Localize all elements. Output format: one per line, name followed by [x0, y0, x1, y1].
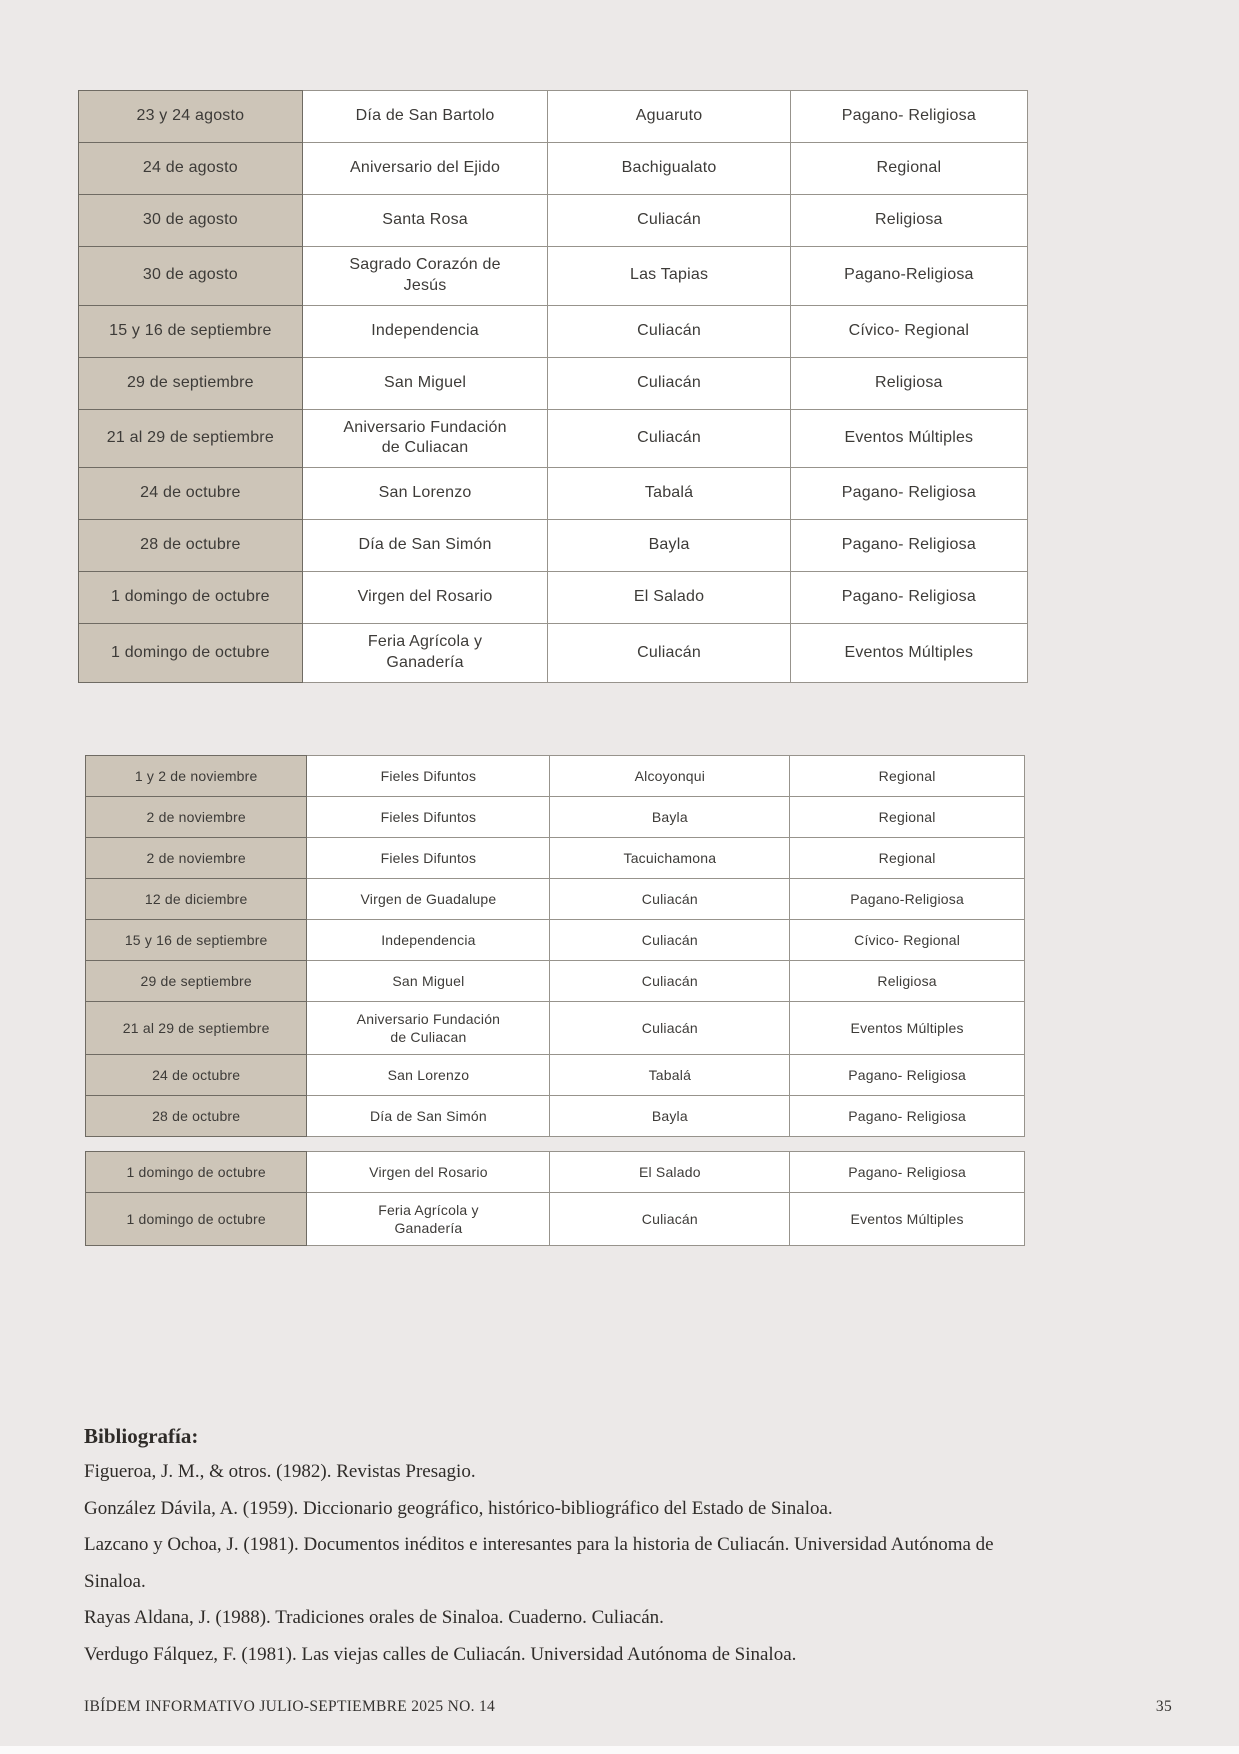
date-cell [79, 520, 303, 572]
type-cell [790, 879, 1025, 920]
table-row [79, 520, 1028, 572]
cell-text: Pagano- Religiosa [848, 1108, 967, 1125]
cell-text: Culiacán [641, 1211, 698, 1228]
date-cell [86, 756, 307, 797]
cell-text: Pagano- Religiosa [841, 536, 976, 554]
date-cell [86, 1002, 307, 1055]
cell-text: Pagano- Religiosa [841, 588, 976, 606]
location-cell [550, 1055, 790, 1096]
bibliography-list [84, 1454, 1036, 1673]
date-cell [86, 1096, 307, 1137]
cell-text: 21 al 29 de septiembre [122, 1020, 270, 1037]
cell-text: Feria Agrícola y Ganadería [367, 633, 483, 671]
date-cell [86, 1055, 307, 1096]
location-cell [548, 143, 790, 195]
cell-text: Independencia [381, 931, 476, 948]
table-row [86, 920, 1025, 961]
type-cell [790, 520, 1027, 572]
location-cell [548, 520, 790, 572]
cell-text: Bachigualato [621, 159, 717, 177]
cell-text: 2 de noviembre [146, 808, 246, 825]
cell-text: 1 domingo de octubre [126, 1163, 266, 1180]
cell-text: 15 y 16 de septiembre [124, 931, 268, 948]
festivity-cell [307, 756, 550, 797]
cell-text: Regional [878, 767, 936, 784]
location-cell [550, 1002, 790, 1055]
cell-text: 24 de octubre [152, 1067, 241, 1084]
table-row [86, 797, 1025, 838]
cell-text: Bayla [651, 1108, 688, 1125]
cell-text: Tabalá [648, 1067, 692, 1084]
table-row [86, 1152, 1025, 1193]
date-cell [79, 409, 303, 468]
festivity-cell [307, 1193, 550, 1246]
table-row [86, 1055, 1025, 1096]
cell-text: Pagano-Religiosa [844, 266, 974, 284]
cell-text: Fieles Difuntos [380, 767, 477, 784]
cell-text: Culiacán [641, 972, 698, 989]
type-cell [790, 305, 1027, 357]
cell-text: Alcoyonqui [634, 767, 706, 784]
cell-text: El Salado [638, 1163, 701, 1180]
date-cell [79, 572, 303, 624]
cell-text: Virgen del Rosario [357, 588, 493, 606]
festivity-cell [307, 879, 550, 920]
festivity-cell [307, 797, 550, 838]
cell-text: San Lorenzo [387, 1067, 470, 1084]
cell-text: El Salado [633, 588, 705, 606]
festivity-cell [302, 357, 548, 409]
cell-text: Pagano- Religiosa [848, 1163, 967, 1180]
location-cell [550, 961, 790, 1002]
type-cell [790, 357, 1027, 409]
cell-text: Culiacán [641, 890, 698, 907]
festivity-cell [302, 409, 548, 468]
cell-text: Virgen de Guadalupe [360, 890, 497, 907]
cell-text: Aguaruto [635, 107, 703, 125]
festivities-table-august-october [78, 90, 1028, 683]
festivity-cell [302, 305, 548, 357]
cell-text: Culiacán [637, 211, 701, 229]
type-cell [790, 468, 1027, 520]
date-cell [86, 920, 307, 961]
table-row [79, 143, 1028, 195]
cell-text: Bayla [651, 808, 688, 825]
festivity-cell [302, 91, 548, 143]
cell-text: 1 domingo de octubre [110, 643, 270, 661]
table-row [86, 756, 1025, 797]
location-cell [550, 879, 790, 920]
cell-text: Regional [876, 159, 942, 177]
festivity-cell [307, 1002, 550, 1055]
cell-text: 1 domingo de octubre [110, 588, 270, 606]
type-cell [790, 1096, 1025, 1137]
cell-text: Cívico- Regional [854, 931, 961, 948]
type-cell [790, 920, 1025, 961]
location-cell [550, 1096, 790, 1137]
festivity-cell [302, 520, 548, 572]
cell-text: San Miguel [392, 972, 465, 989]
cell-text: Pagano- Religiosa [848, 1067, 967, 1084]
location-cell [550, 797, 790, 838]
bibliography-section [84, 1418, 1036, 1673]
cell-text: Tabalá [644, 484, 694, 502]
type-cell [790, 409, 1027, 468]
table-row [86, 961, 1025, 1002]
table-row [86, 1193, 1025, 1246]
cell-text: 29 de septiembre [140, 972, 252, 989]
cell-text: 28 de octubre [152, 1108, 241, 1125]
type-cell [790, 195, 1027, 247]
festivity-cell [307, 1096, 550, 1137]
footer-journal-title: IBÍDEM INFORMATIVO JULIO-SEPTIEMBRE 2025 NO. 14 [84, 1698, 496, 1715]
cell-text: Eventos Múltiples [850, 1020, 964, 1037]
table-row [79, 195, 1028, 247]
bibliography-entry: Rayas Aldana, J. (1988). Tradiciones orales de Sinaloa. Cuaderno. Culiacán. [84, 1607, 664, 1628]
date-cell [86, 797, 307, 838]
type-cell [790, 797, 1025, 838]
type-cell [790, 247, 1027, 306]
cell-text: 29 de septiembre [126, 373, 254, 391]
cell-text: Religiosa [877, 972, 937, 989]
cell-text: 24 de octubre [140, 484, 241, 502]
festivity-cell [307, 1055, 550, 1096]
festivity-cell [307, 838, 550, 879]
type-cell [790, 1055, 1025, 1096]
festivities-table-october-sundays [85, 1151, 1025, 1246]
type-cell [790, 756, 1025, 797]
festivity-cell [302, 195, 548, 247]
festivity-cell [302, 468, 548, 520]
cell-text: Regional [878, 808, 936, 825]
cell-text: 12 de diciembre [144, 890, 248, 907]
festivity-cell [302, 143, 548, 195]
location-cell [548, 247, 790, 306]
location-cell [550, 1152, 790, 1193]
cell-text: San Lorenzo [378, 484, 472, 502]
page-number: 35 [1155, 1698, 1172, 1715]
cell-text: 28 de octubre [140, 536, 241, 554]
cell-text: 30 de agosto [142, 266, 238, 284]
cell-text: Culiacán [637, 643, 701, 661]
date-cell [86, 1193, 307, 1246]
cell-text: Aniversario Fundación de Culiacan [356, 1011, 501, 1046]
type-cell [790, 572, 1027, 624]
date-cell [79, 468, 303, 520]
cell-text: Pagano- Religiosa [841, 107, 976, 125]
type-cell [790, 91, 1027, 143]
date-cell [79, 357, 303, 409]
location-cell [548, 409, 790, 468]
date-cell [79, 247, 303, 306]
cell-text: Las Tapias [629, 266, 709, 284]
type-cell [790, 1193, 1025, 1246]
cell-text: Culiacán [637, 428, 701, 446]
table-row [86, 879, 1025, 920]
cell-text: Eventos Múltiples [844, 428, 974, 446]
cell-text: Religiosa [875, 211, 943, 229]
date-cell [79, 624, 303, 683]
location-cell [548, 357, 790, 409]
cell-text: Día de San Simón [358, 536, 492, 554]
festivity-cell [307, 920, 550, 961]
festivities-table-november-december [85, 755, 1025, 1137]
date-cell [79, 143, 303, 195]
festivity-cell [302, 572, 548, 624]
table-row [79, 409, 1028, 468]
bibliography-entry: Verdugo Fálquez, F. (1981). Las viejas calles de Culiacán. Universidad Autónoma de Sinaloa. [84, 1643, 797, 1665]
cell-text: Cívico- Regional [848, 321, 970, 339]
table-row [79, 305, 1028, 357]
location-cell [548, 572, 790, 624]
cell-text: 23 y 24 agosto [136, 107, 245, 125]
location-cell [550, 838, 790, 879]
location-cell [550, 1193, 790, 1246]
festivity-cell [302, 624, 548, 683]
table-row [79, 247, 1028, 306]
cell-text: Día de San Simón [370, 1108, 487, 1125]
type-cell [790, 1152, 1025, 1193]
cell-text: Bayla [648, 536, 690, 554]
location-cell [550, 920, 790, 961]
type-cell [790, 961, 1025, 1002]
location-cell [548, 305, 790, 357]
location-cell [548, 91, 790, 143]
cell-text: Día de San Bartolo [355, 107, 495, 125]
type-cell [790, 1002, 1025, 1055]
table-row [79, 357, 1028, 409]
cell-text: 30 de agosto [142, 211, 238, 229]
cell-text: 21 al 29 de septiembre [106, 428, 274, 446]
cell-text: Pagano-Religiosa [850, 890, 964, 907]
cell-text: Culiacán [637, 321, 701, 339]
date-cell [79, 305, 303, 357]
table-row [86, 1096, 1025, 1137]
cell-text: Culiacán [641, 931, 698, 948]
cell-text: Fieles Difuntos [380, 808, 477, 825]
table-row [79, 624, 1028, 683]
cell-text: Feria Agrícola y Ganadería [378, 1202, 479, 1237]
date-cell [86, 1152, 307, 1193]
table-row [79, 572, 1028, 624]
bibliography-heading: Bibliografía: [84, 1424, 199, 1448]
cell-text: Fieles Difuntos [380, 849, 477, 866]
festivity-cell [307, 961, 550, 1002]
date-cell [86, 961, 307, 1002]
bibliography-entry: Figueroa, J. M., & otros. (1982). Revistas Presagio. [84, 1461, 476, 1482]
cell-text: 1 domingo de octubre [126, 1211, 266, 1228]
bibliography-entry: Lazcano y Ochoa, J. (1981). Documentos inéditos e interesantes para la historia de Culiacán. Universidad Autónoma de Sinaloa. [84, 1534, 994, 1592]
date-cell [79, 91, 303, 143]
page-footer [84, 1698, 1172, 1716]
cell-text: Religiosa [875, 373, 943, 391]
cell-text: Tacuichamona [623, 849, 717, 866]
type-cell [790, 624, 1027, 683]
table-row [79, 468, 1028, 520]
cell-text: Eventos Múltiples [844, 643, 974, 661]
cell-text: Regional [878, 849, 936, 866]
location-cell [548, 624, 790, 683]
cell-text: San Miguel [384, 373, 467, 391]
bibliography-entry: González Dávila, A. (1959). Diccionario geográfico, histórico-bibliográfico del Estado de Sinaloa. [84, 1497, 833, 1519]
cell-text: 1 y 2 de noviembre [134, 767, 258, 784]
cell-text: Pagano- Religiosa [841, 484, 976, 502]
cell-text: 24 de agosto [142, 159, 238, 177]
cell-text: 2 de noviembre [146, 849, 246, 866]
cell-text: Virgen del Rosario [369, 1163, 488, 1180]
cell-text: Aniversario Fundación de Culiacan [343, 418, 507, 457]
cell-text: Culiacán [641, 1020, 698, 1037]
type-cell [790, 838, 1025, 879]
date-cell [86, 879, 307, 920]
cell-text: Independencia [371, 321, 479, 339]
table-row [86, 1002, 1025, 1055]
location-cell [550, 756, 790, 797]
type-cell [790, 143, 1027, 195]
date-cell [86, 838, 307, 879]
location-cell [548, 195, 790, 247]
location-cell [548, 468, 790, 520]
cell-text: Culiacán [637, 373, 701, 391]
cell-text: Santa Rosa [382, 211, 468, 229]
date-cell [79, 195, 303, 247]
festivity-cell [307, 1152, 550, 1193]
table-row [79, 91, 1028, 143]
bottom-strip [0, 1746, 1239, 1754]
cell-text: Eventos Múltiples [850, 1211, 964, 1228]
cell-text: Aniversario del Ejido [350, 159, 501, 177]
cell-text: 15 y 16 de septiembre [109, 321, 272, 339]
table-row [86, 838, 1025, 879]
festivity-cell [302, 247, 548, 306]
cell-text: Sagrado Corazón de Jesús [349, 256, 501, 294]
